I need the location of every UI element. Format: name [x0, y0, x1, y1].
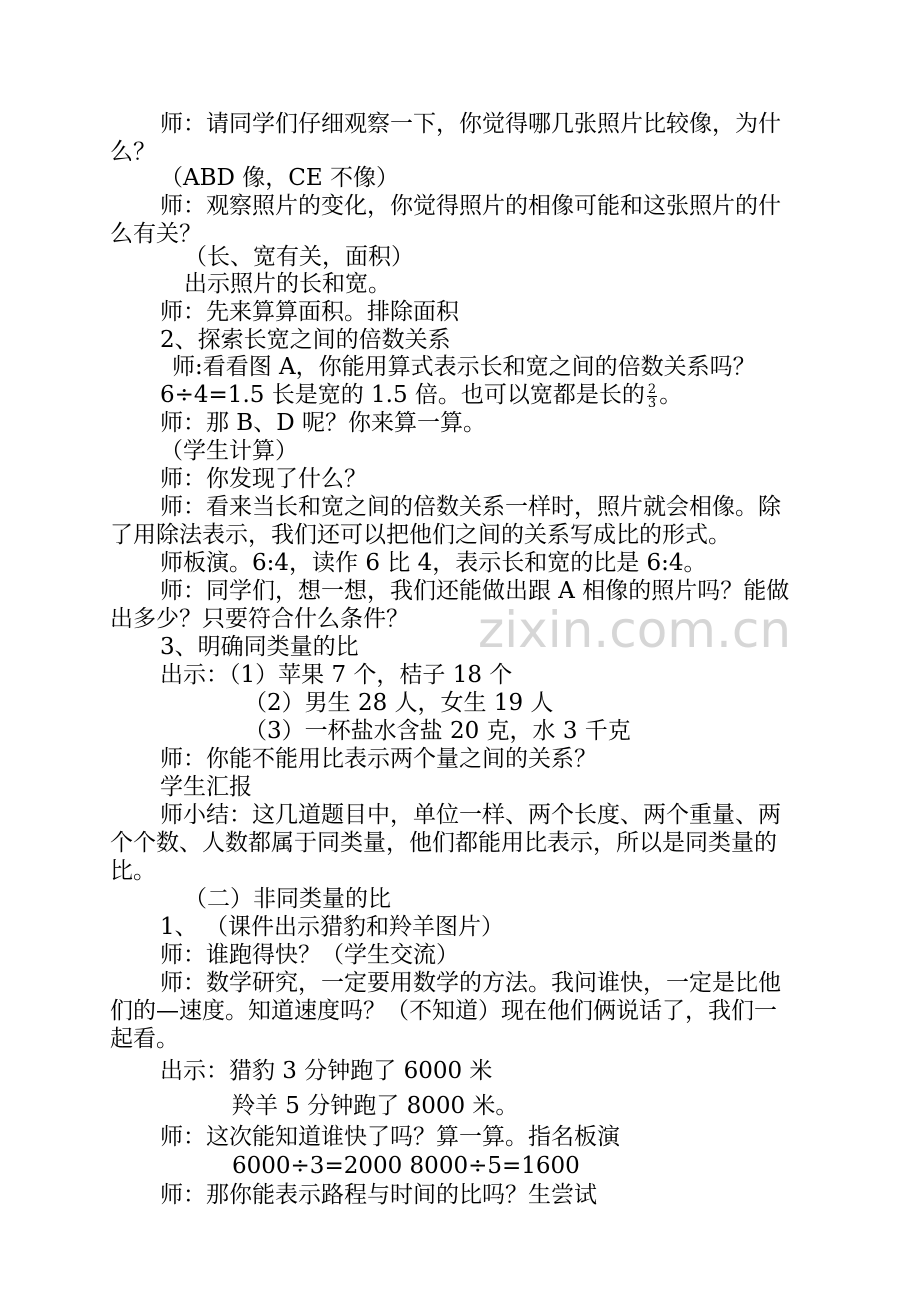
- text-line: 起看。: [110, 1026, 179, 1052]
- text-line: 师：先来算算面积。排除面积: [160, 299, 459, 325]
- fraction: [647, 383, 657, 410]
- text-line: 师：谁跑得快？（学生交流）: [160, 942, 459, 968]
- text-line: 师：看来当长和宽之间的倍数关系一样时，照片就会相像。除: [160, 494, 781, 520]
- text-line: 师：观察照片的变化，你觉得照片的相像可能和这张照片的什: [160, 193, 781, 219]
- text-line: （二）非同类量的比: [184, 886, 391, 912]
- text-line: 们的—速度。知道速度吗？（不知道）现在他们俩说话了，我们一: [110, 998, 777, 1024]
- text-line: 2、探索长宽之间的倍数关系: [160, 327, 451, 353]
- fraction-numerator: 2: [647, 381, 657, 397]
- text-line: 出示照片的长和宽。: [184, 271, 391, 297]
- fraction-denominator: 3: [647, 395, 657, 411]
- text-line: 出示：猎豹 3 分钟跑了 6000 米: [160, 1058, 493, 1084]
- text-line: 师：那 B、D 呢？你来算一算。: [160, 410, 486, 436]
- text-line: 学生汇报: [160, 774, 252, 800]
- text-line: 师：那你能表示路程与时间的比吗？生尝试: [160, 1182, 597, 1208]
- text-line: 1、 （课件出示猎豹和羚羊图片）: [160, 914, 504, 940]
- text-line: 出多少？只要符合什么条件？: [110, 606, 409, 632]
- text-line: 师：同学们，想一想，我们还能做出跟 A 相像的照片吗？能做: [160, 578, 790, 604]
- text-line: 个个数、人数都属于同类量，他们都能用比表示，所以是同类量的: [110, 830, 777, 856]
- text-line: 师：数学研究，一定要用数学的方法。我问谁快，一定是比他: [160, 970, 781, 996]
- text-line: 师小结：这几道题目中，单位一样、两个长度、两个重量、两: [160, 802, 781, 828]
- text-segment: 6÷4=1.5 长是宽的 1.5 倍。也可以宽都是长的: [160, 382, 645, 408]
- text-line: 3、明确同类量的比: [160, 634, 359, 660]
- text-line: 师：请同学们仔细观察一下，你觉得哪几张照片比较像，为什: [160, 111, 781, 137]
- text-line: 么有关？: [110, 221, 202, 247]
- text-line: 师：你发现了什么？: [160, 466, 367, 492]
- text-line: 出示：（1）苹果 7 个，桔子 18 个: [160, 662, 513, 688]
- text-line: 比。: [110, 858, 156, 884]
- text-line: （2）男生 28 人，女生 19 人: [244, 690, 554, 716]
- text-line: （ABD 像，CE 不像）: [160, 165, 399, 191]
- watermark: zixin.com.cn: [478, 601, 792, 659]
- text-line: 了用除法表示，我们还可以把他们之间的关系写成比的形式。: [110, 522, 731, 548]
- text-line: （学生计算）: [160, 438, 298, 464]
- text-line: （3）一杯盐水含盐 20 克，水 3 千克: [244, 718, 631, 744]
- text-line-with-fraction: [160, 380, 682, 410]
- text-line: 么？: [110, 139, 156, 165]
- text-line: 师:看看图 A，你能用算式表示长和宽之间的倍数关系吗？: [172, 354, 756, 380]
- text-line: 羚羊 5 分钟跑了 8000 米。: [232, 1093, 519, 1119]
- text-line: 师板演。6:4，读作 6 比 4，表示长和宽的比是 6:4。: [160, 550, 707, 576]
- text-line: 师：这次能知道谁快了吗？算一算。指名板演: [160, 1124, 620, 1150]
- text-line: 师：你能不能用比表示两个量之间的关系？: [160, 746, 597, 772]
- text-line: （长、宽有关，面积）: [184, 244, 414, 270]
- text-segment: 。: [659, 382, 683, 408]
- text-line: 6000÷3=2000 8000÷5=1600: [232, 1153, 580, 1179]
